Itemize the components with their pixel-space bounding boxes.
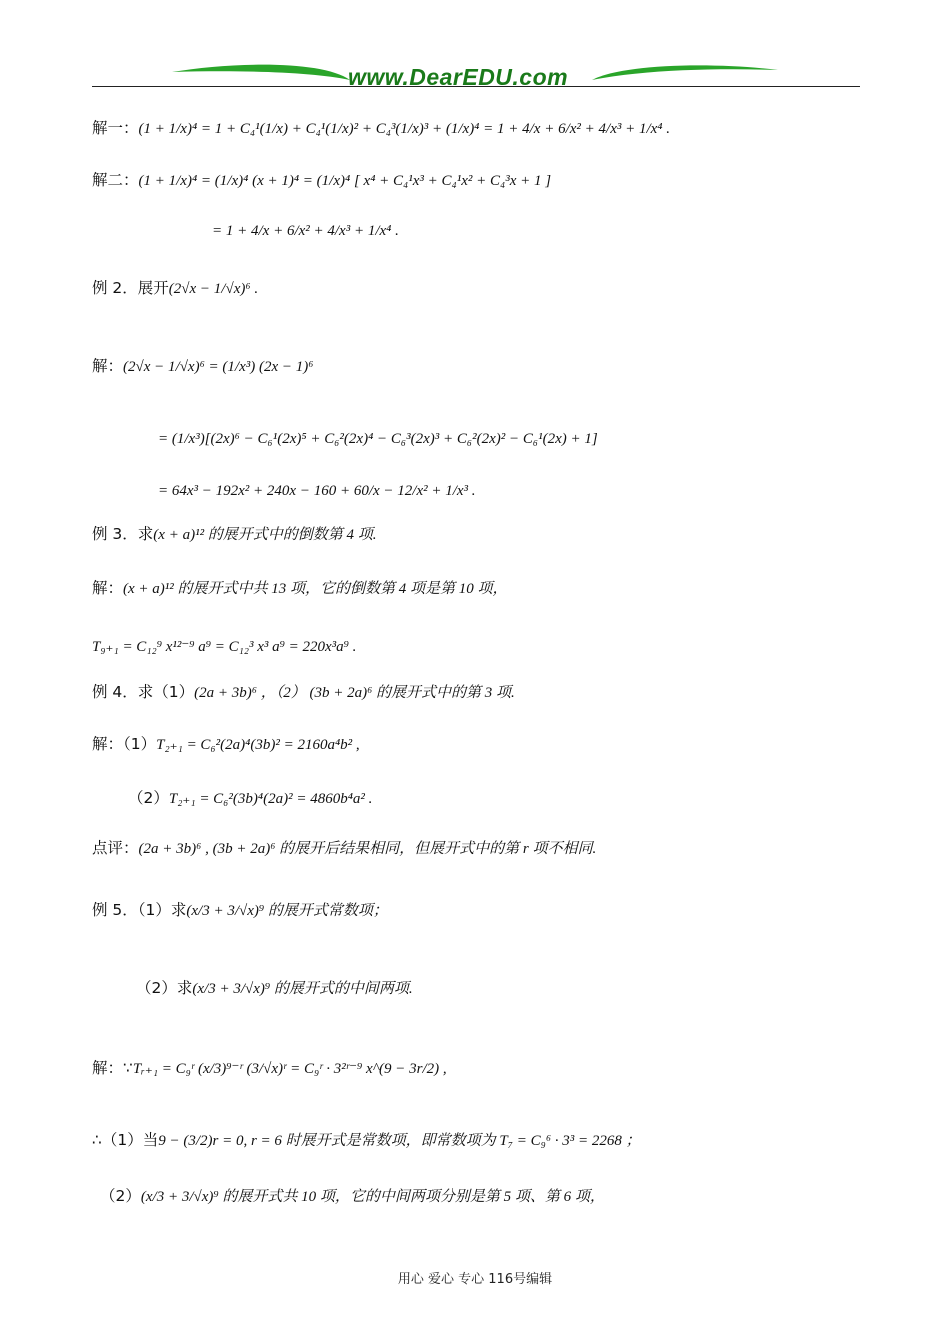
page-footer: 用心 爱心 专心 116号编辑 bbox=[397, 1272, 553, 1287]
line-9: 解：(x + a)¹² 的展开式中共 13 项，它的倒数第 4 项是第 10 项， bbox=[92, 579, 508, 597]
site-logo-text: www.DearEDU.com bbox=[348, 64, 569, 90]
line-5: 解：(2√x − 1/√x)⁶ = (1/x³) (2x − 1)⁶ bbox=[92, 357, 314, 375]
line-16: （2）求(x/3 + 3/√x)⁹ 的展开式的中间两项. bbox=[136, 979, 413, 997]
line-11: 例 4．求（1）(2a + 3b)⁶ ，（2） (3b + 2a)⁶ 的展开式中的第 3 项. bbox=[92, 683, 515, 701]
line-17: 解：∵Tᵣ₊₁ = C₉ʳ (x/3)⁹⁻ʳ (3/√x)ʳ = C₉ʳ · 3²ʳ⁻⁹ x^(9 − 3r/2) , bbox=[92, 1059, 447, 1077]
line-2: 解二：(1 + 1/x)⁴ = (1/x)⁴ (x + 1)⁴ = (1/x)⁴ [ x⁴ + C₄¹x³ + C₄¹x² + C₄³x + 1 ] bbox=[92, 171, 552, 189]
line-8: 例 3．求(x + a)¹² 的展开式中的倒数第 4 项. bbox=[92, 525, 377, 543]
line-19: （2）(x/3 + 3/√x)⁹ 的展开式共 10 项，它的中间两项分别是第 5 项、第 6 项， bbox=[100, 1187, 605, 1205]
line-3: = 1 + 4/x + 6/x² + 4/x³ + 1/x⁴ . bbox=[212, 223, 399, 239]
line-4: 例 2．展开(2√x − 1/√x)⁶ . bbox=[92, 279, 259, 297]
line-6: = (1/x³)[(2x)⁶ − C₆¹(2x)⁵ + C₆²(2x)⁴ − C₆³(2x)³ + C₆²(2x)² − C₆¹(2x) + 1] bbox=[158, 431, 598, 447]
line-13: （2）T₂₊₁ = C₆²(3b)⁴(2a)² = 4860b⁴a² . bbox=[128, 789, 373, 807]
line-15: 例 5．（1）求(x/3 + 3/√x)⁹ 的展开式常数项； bbox=[92, 901, 388, 919]
line-1: 解一：(1 + 1/x)⁴ = 1 + C₄¹(1/x) + C₄¹(1/x)² + C₄³(1/x)³ + (1/x)⁴ = 1 + 4/x + 6/x² + 4/x³ + 1/x⁴ . bbox=[92, 119, 671, 137]
line-10: T₉₊₁ = C₁₂⁹ x¹²⁻⁹ a⁹ = C₁₂³ x³ a⁹ = 220x³a⁹ . bbox=[92, 639, 357, 655]
line-7: = 64x³ − 192x² + 240x − 160 + 60/x − 12/x² + 1/x³ . bbox=[158, 483, 476, 499]
line-14: 点评：(2a + 3b)⁶ , (3b + 2a)⁶ 的展开后结果相同，但展开式中的第 r 项不相同. bbox=[92, 839, 597, 857]
line-18: ∴（1）当9 − (3/2)r = 0, r = 6 时展开式是常数项，即常数项为 T₇ = C₉⁶ · 3³ = 2268 ； bbox=[92, 1131, 641, 1149]
line-12: 解：（1）T₂₊₁ = C₆²(2a)⁴(3b)² = 2160a⁴b² , bbox=[92, 735, 360, 753]
